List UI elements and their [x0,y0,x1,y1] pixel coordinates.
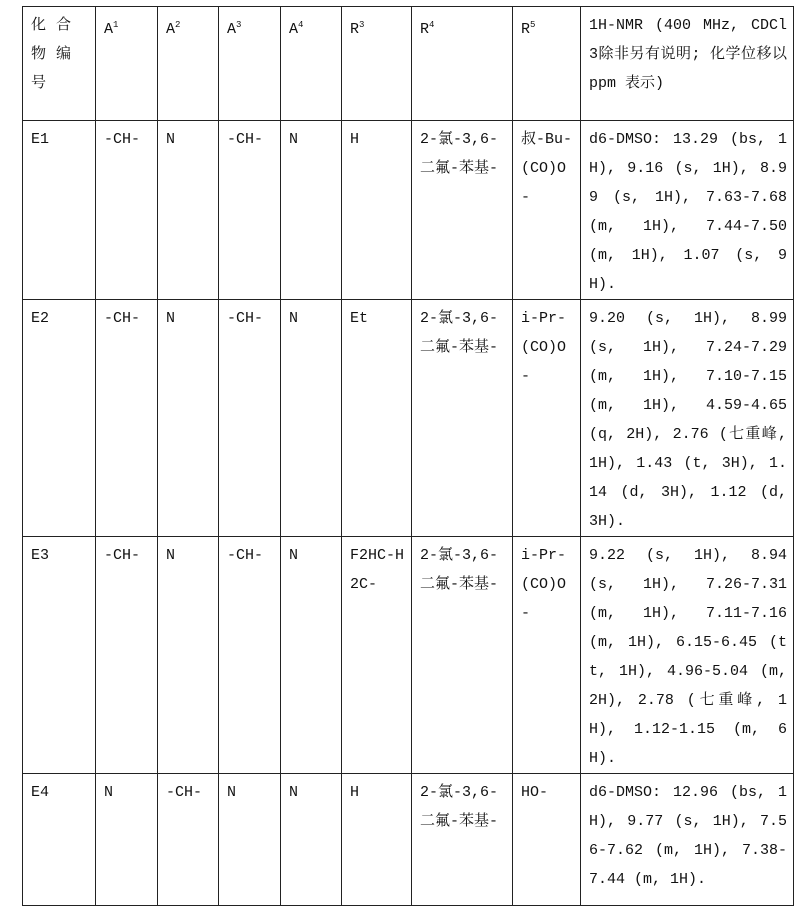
cell-a1: -CH- [96,121,158,300]
cell-r4: 2-氯-3,6-二氟-苯基- [412,300,513,537]
header-a1: A1 [96,7,158,121]
header-a3: A3 [219,7,281,121]
header-r4: R4 [412,7,513,121]
cell-nmr: 9.22 (s, 1H), 8.94 (s, 1H), 7.26-7.31 (m, 1H), 7.11-7.16 (m, 1H), 6.15-6.45 (tt, 1H), 4.96-5.04 (m, 2H), 2.78 (七重峰, 1H), 1.12-1.15 (m, 6H). [581,537,794,774]
cell-a1: -CH- [96,300,158,537]
header-row [23,7,794,121]
cell-a2: -CH- [158,774,219,906]
compound-table [22,6,794,906]
cell-r3: H [342,774,412,906]
header-nmr: 1H-NMR (400 MHz, CDCl3除非另有说明; 化学位移以 ppm 表示) [581,7,794,121]
cell-id: E4 [23,774,96,906]
cell-a3: -CH- [219,121,281,300]
header-r5: R5 [513,7,581,121]
cell-r3: H [342,121,412,300]
table-row [23,537,794,774]
cell-r4: 2-氯-3,6-二氟-苯基- [412,121,513,300]
cell-a3: -CH- [219,537,281,774]
cell-nmr: d6-DMSO: 13.29 (bs, 1H), 9.16 (s, 1H), 8.99 (s, 1H), 7.63-7.68 (m, 1H), 7.44-7.50 (m, 1H), 1.07 (s, 9H). [581,121,794,300]
cell-nmr: d6-DMSO: 12.96 (bs, 1H), 9.77 (s, 1H), 7.56-7.62 (m, 1H), 7.38-7.44 (m, 1H). [581,774,794,906]
cell-a4: N [281,121,342,300]
cell-r5: HO- [513,774,581,906]
cell-r4: 2-氯-3,6-二氟-苯基- [412,774,513,906]
cell-a4: N [281,537,342,774]
cell-r5: 叔-Bu-(CO)O- [513,121,581,300]
table-row [23,774,794,906]
table-row [23,121,794,300]
cell-r4: 2-氯-3,6-二氟-苯基- [412,537,513,774]
cell-a1: -CH- [96,537,158,774]
header-a4: A4 [281,7,342,121]
cell-a1: N [96,774,158,906]
cell-a4: N [281,300,342,537]
header-a2: A2 [158,7,219,121]
cell-id: E3 [23,537,96,774]
cell-a3: -CH- [219,300,281,537]
header-r3: R3 [342,7,412,121]
cell-a3: N [219,774,281,906]
cell-a2: N [158,537,219,774]
header-compound: 化合物编号 [23,7,96,121]
cell-id: E1 [23,121,96,300]
cell-nmr: 9.20 (s, 1H), 8.99 (s, 1H), 7.24-7.29 (m, 1H), 7.10-7.15 (m, 1H), 4.59-4.65 (q, 2H), 2.76 (七重峰, 1H), 1.43 (t, 3H), 1.14 (d, 3H), 1.12 (d, 3H). [581,300,794,537]
cell-id: E2 [23,300,96,537]
cell-r5: i-Pr-(CO)O- [513,300,581,537]
cell-a2: N [158,121,219,300]
table-row [23,300,794,537]
cell-r3: Et [342,300,412,537]
cell-r3: F2HC-H2C- [342,537,412,774]
cell-a2: N [158,300,219,537]
cell-a4: N [281,774,342,906]
cell-r5: i-Pr-(CO)O- [513,537,581,774]
